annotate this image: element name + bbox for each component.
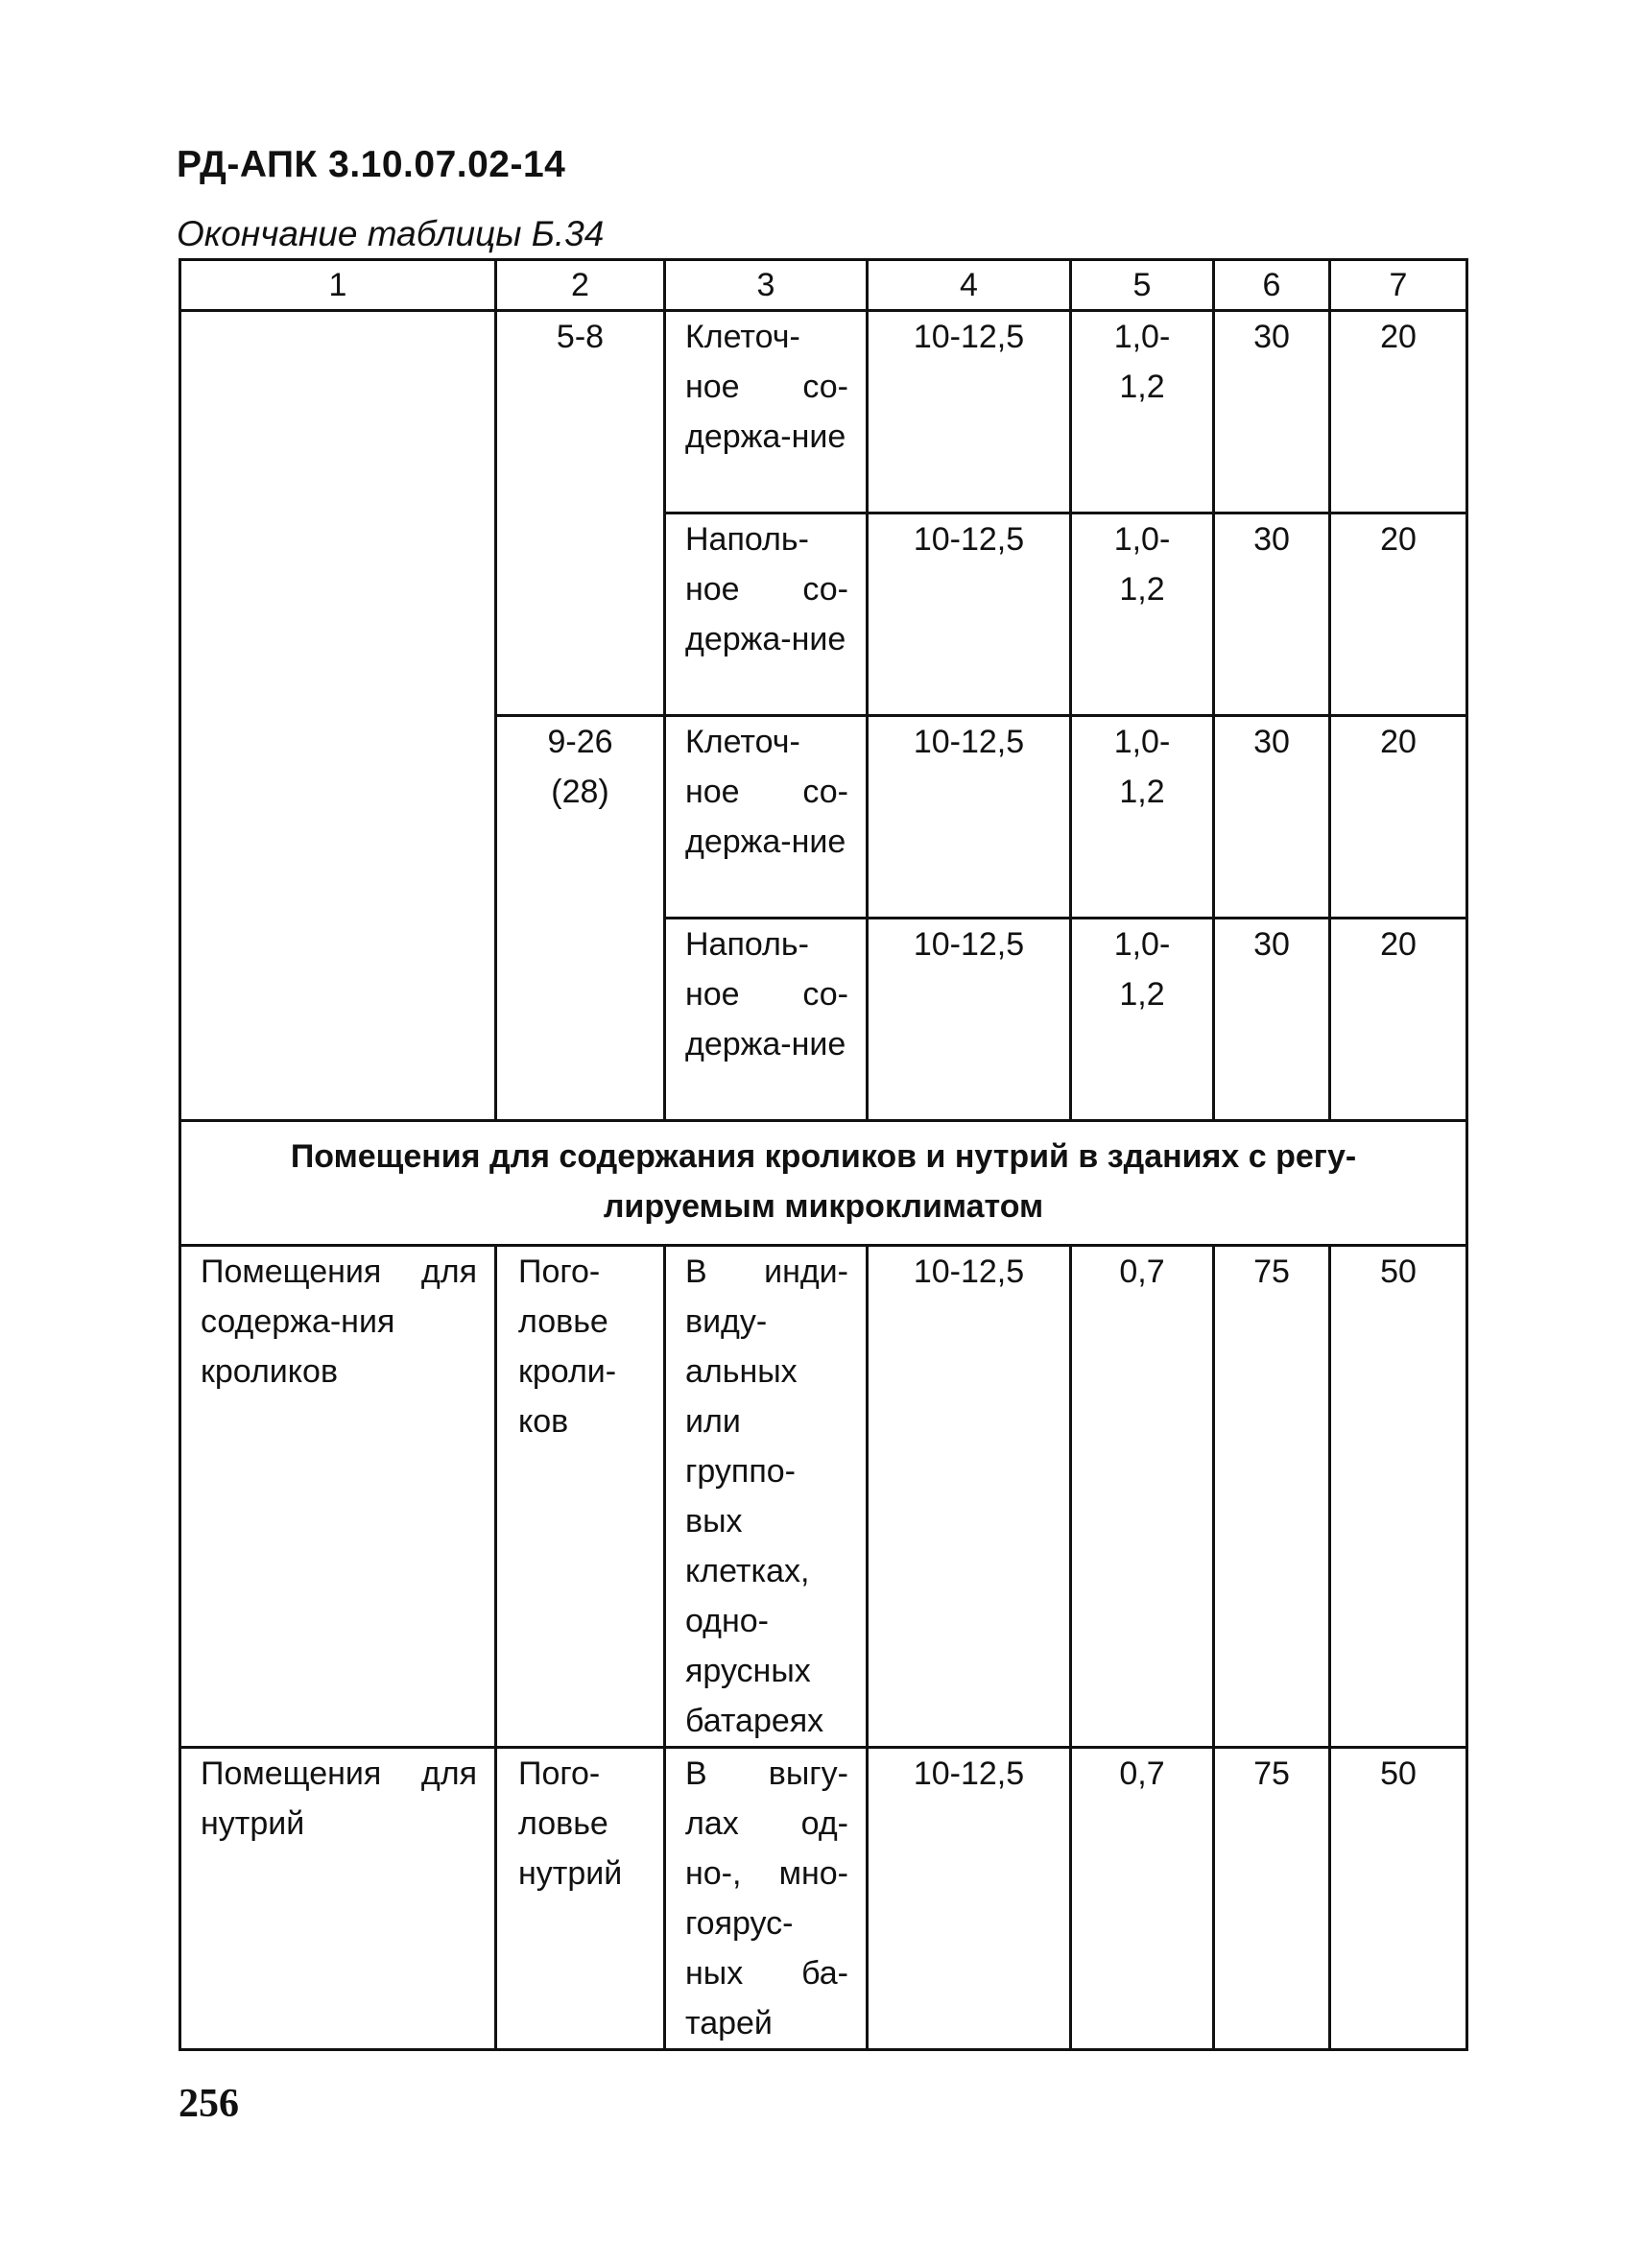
column-header-6: 6 — [1214, 260, 1330, 311]
table-row — [180, 311, 1467, 513]
cell-col6: 30 — [1214, 919, 1330, 1121]
cell-col5: 1,0-1,2 — [1071, 513, 1214, 716]
data-table — [179, 258, 1468, 2051]
cell-col6: 30 — [1214, 513, 1330, 716]
table-row — [180, 1748, 1467, 2050]
column-header-5: 5 — [1071, 260, 1214, 311]
cell-col5: 1,0-1,2 — [1071, 716, 1214, 919]
cell-col4: 10-12,5 — [868, 919, 1071, 1121]
cell-col4: 10-12,5 — [868, 311, 1071, 513]
cell-col7: 20 — [1330, 513, 1467, 716]
section-header-row — [180, 1121, 1467, 1246]
cell-col2: 9-26 (28) — [496, 716, 665, 1121]
table-header-row — [180, 260, 1467, 311]
cell-col6: 30 — [1214, 311, 1330, 513]
cell-col4: 10-12,5 — [868, 513, 1071, 716]
cell-col3: В выгу-лах од-но-, мно-гоярус-ных ба-тарей — [665, 1748, 868, 2050]
cell-col1: Помещения для нутрий — [180, 1748, 496, 2050]
table-row — [180, 1246, 1467, 1748]
cell-col4: 10-12,5 — [868, 1748, 1071, 2050]
cell-col3: Наполь-ное со-держа-ние — [665, 919, 868, 1121]
section-title: Помещения для содержания кроликов и нутрий в зданиях с регу-лируемым микроклиматом — [180, 1121, 1467, 1246]
cell-col5: 1,0-1,2 — [1071, 311, 1214, 513]
cell-col3: В инди-виду-альных или группо-вых клетках, одно-ярусных батареях — [665, 1246, 868, 1748]
cell-col7: 50 — [1330, 1246, 1467, 1748]
cell-col4: 10-12,5 — [868, 716, 1071, 919]
page-number: 256 — [179, 2082, 239, 2126]
cell-col3: Наполь-ное со-держа-ние — [665, 513, 868, 716]
cell-col2: Пого-ловье нутрий — [496, 1748, 665, 2050]
column-header-3: 3 — [665, 260, 868, 311]
cell-col3: Клеточ-ное со-держа-ние — [665, 716, 868, 919]
cell-col2: Пого-ловье кроли-ков — [496, 1246, 665, 1748]
cell-col6: 75 — [1214, 1748, 1330, 2050]
cell-col5: 0,7 — [1071, 1748, 1214, 2050]
cell-col2: 5-8 — [496, 311, 665, 716]
cell-col3: Клеточ-ное со-держа-ние — [665, 311, 868, 513]
document-code: РД-АПК 3.10.07.02-14 — [177, 144, 566, 185]
cell-col6: 75 — [1214, 1246, 1330, 1748]
cell-col7: 20 — [1330, 311, 1467, 513]
table-caption: Окончание таблицы Б.34 — [177, 214, 605, 253]
cell-col7: 50 — [1330, 1748, 1467, 2050]
cell-col6: 30 — [1214, 716, 1330, 919]
cell-col5: 1,0-1,2 — [1071, 919, 1214, 1121]
column-header-7: 7 — [1330, 260, 1467, 311]
cell-col1: Помещения для содержа-ния кроликов — [180, 1246, 496, 1748]
cell-col4: 10-12,5 — [868, 1246, 1071, 1748]
column-header-2: 2 — [496, 260, 665, 311]
cell-col5: 0,7 — [1071, 1246, 1214, 1748]
column-header-1: 1 — [180, 260, 496, 311]
cell-col7: 20 — [1330, 716, 1467, 919]
column-header-4: 4 — [868, 260, 1071, 311]
empty-cell-col1 — [180, 311, 496, 1121]
cell-col7: 20 — [1330, 919, 1467, 1121]
